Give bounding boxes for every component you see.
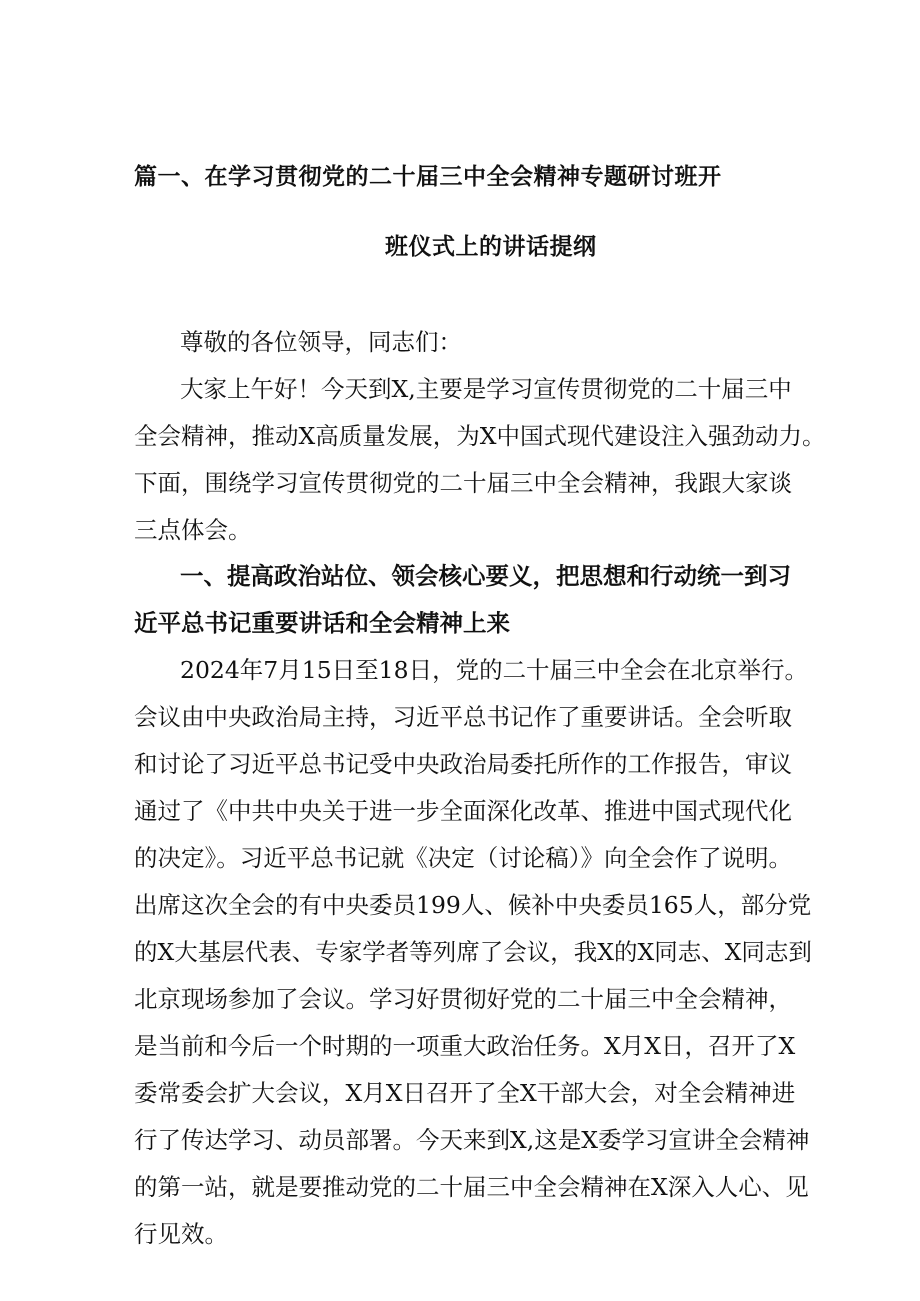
intro-line-1: 大家上午好！今天到X,主要是学习宣传贯彻党的二十届三中 [180,375,792,403]
section1-body-line-2: 会议由中央政治局主持，习近平总书记作了重要讲话。全会听取 [134,703,792,731]
intro-line-3: 下面，围绕学习宣传贯彻党的二十届三中全会精神，我跟大家谈 [134,469,792,497]
section1-body-line-11: 行了传达学习、动员部署。今天来到X,这是X委学习宣讲全会精神 [134,1126,810,1154]
salutation: 尊敬的各位领导，同志们： [180,328,462,356]
section1-heading-line-1: 一、提高政治站位、领会核心要义，把思想和行动统一到习 [180,562,791,590]
section1-body-line-3: 和讨论了习近平总书记受中央政治局委托所作的工作报告，审议 [134,750,792,778]
section1-body-line-10: 委常委会扩大会议，X月X日召开了全X干部大会，对全会精神进 [134,1079,796,1107]
section1-body-line-6: 出席这次全会的有中央委员199人、候补中央委员165人，部分党 [134,891,812,919]
section1-body-line-9: 是当前和今后一个时期的一项重大政治任务。X月X日，召开了X [134,1032,796,1060]
section1-body-line-4: 通过了《中共中央关于进一步全面深化改革、推进中国式现代化 [134,797,792,825]
section1-body-line-13: 行见效。 [134,1220,228,1248]
section1-body-line-12: 的第一站，就是要推动党的二十届三中全会精神在X深入人心、见 [134,1173,809,1201]
document-title-line-2: 班仪式上的讲话提纲 [385,234,597,260]
section1-heading-line-2: 近平总书记重要讲话和全会精神上来 [134,609,510,637]
section1-body-line-5: 的决定》。习近平总书记就《决定（讨论稿）》向全会作了说明。 [134,844,792,872]
section1-body-line-7: 的X大基层代表、专家学者等列席了会议，我X的X同志、X同志到 [134,938,812,966]
document-title-line-1: 篇一、在学习贯彻党的二十届三中全会精神专题研讨班开 [134,164,722,190]
intro-line-2: 全会精神，推动X高质量发展，为X中国式现代建设注入强劲动力。 [134,422,826,450]
intro-line-4: 三点体会。 [134,516,252,544]
section1-body-line-8: 北京现场参加了会议。学习好贯彻好党的二十届三中全会精神， [134,985,792,1013]
section1-body-line-1: 2024年7月15日至18日，党的二十届三中全会在北京举行。 [180,656,809,684]
